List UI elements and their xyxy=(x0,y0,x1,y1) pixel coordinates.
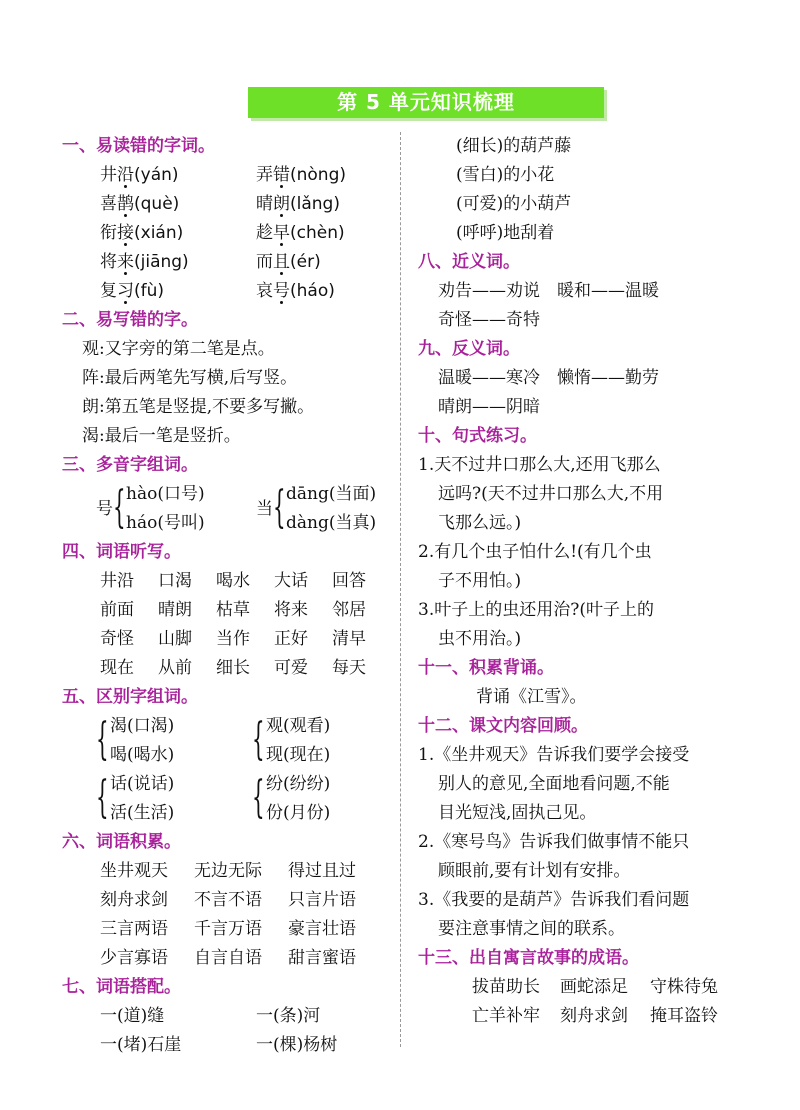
section-heading: 五、区别字组词。 xyxy=(62,687,198,707)
text-line: 子不用怕。) xyxy=(438,571,522,591)
idiom: 守株待兔 xyxy=(650,977,718,997)
word-char: 将 xyxy=(100,252,117,272)
text-line: (细长)的葫芦藤 xyxy=(456,136,572,156)
distinguish-block xyxy=(62,712,392,770)
word-char: 井 xyxy=(100,165,117,185)
dictation-word: 邻居 xyxy=(332,600,366,620)
word-char: 喜 xyxy=(100,194,117,214)
dotted-char: 早 xyxy=(273,223,290,243)
text-line: 目光短浅,固执己见。 xyxy=(438,803,597,823)
text-line: 观:又字旁的第二笔是点。 xyxy=(82,339,275,359)
dictation-word: 枯草 xyxy=(216,600,250,620)
idiom: 只言片语 xyxy=(288,890,356,910)
text-line: 晴朗——阴暗 xyxy=(438,397,540,417)
section-heading: 三、多音字组词。 xyxy=(62,455,198,475)
dotted-char: 且 xyxy=(273,252,290,272)
word-char: 晴 xyxy=(256,194,273,214)
pinyin: (què) xyxy=(134,194,180,214)
idiom-row xyxy=(418,1002,758,1031)
dictation-word: 回答 xyxy=(332,571,366,591)
idiom: 掩耳盗铃 xyxy=(650,1006,718,1026)
dotted-char: 朗 xyxy=(273,194,290,214)
dictation-word: 晴朗 xyxy=(158,600,192,620)
reading-entry xyxy=(256,161,346,190)
dictation-word: 细长 xyxy=(216,658,250,678)
dotted-char: 习 xyxy=(117,281,134,301)
idiom: 画蛇添足 xyxy=(560,977,628,997)
word-char: 哀 xyxy=(256,281,273,301)
section-heading: 六、词语积累。 xyxy=(62,832,181,852)
pinyin: (háo) xyxy=(290,281,335,301)
word-char: 复 xyxy=(100,281,117,301)
brace: { xyxy=(252,772,265,823)
polyphone-char: 当 xyxy=(256,499,273,519)
section-heading: 八、近义词。 xyxy=(418,252,520,272)
reading-row xyxy=(62,248,392,277)
text-line: 朗:第五笔是竖提,不要多写撇。 xyxy=(82,397,315,417)
reading-entry xyxy=(100,248,189,277)
reading-entry xyxy=(256,219,345,248)
text-line: 别人的意见,全面地看问题,不能 xyxy=(438,774,670,794)
idiom: 豪言壮语 xyxy=(288,919,356,939)
text-line: 奇怪——奇特 xyxy=(438,310,540,330)
brace: { xyxy=(113,482,126,533)
distinguish-word: 份(月份) xyxy=(266,803,331,823)
dictation-word: 山脚 xyxy=(158,629,192,649)
reading-entry xyxy=(256,277,335,306)
word-char: 弄 xyxy=(256,165,273,185)
dotted-char: 鹊 xyxy=(117,194,134,214)
text-line: 顾眼前,要有计划有安排。 xyxy=(438,861,631,881)
text-line: 虫不用治。) xyxy=(438,629,522,649)
idiom-row xyxy=(62,886,392,915)
pinyin: (fù) xyxy=(134,281,165,301)
text-line: 要注意事情之间的联系。 xyxy=(438,919,625,939)
pinyin: (ér) xyxy=(290,252,321,272)
idiom: 拔苗助长 xyxy=(472,977,540,997)
dotted-char: 接 xyxy=(117,223,134,243)
dictation-row xyxy=(62,625,392,654)
section-heading: 一、易读错的字词。 xyxy=(62,136,215,156)
dotted-char: 错 xyxy=(273,165,290,185)
dotted-char: 沿 xyxy=(117,165,134,185)
text-line: 远吗?(天不过井口那么大,不用 xyxy=(438,484,664,504)
text-line: 温暖——寒冷 懒惰——勤劳 xyxy=(438,368,659,388)
dictation-word: 井沿 xyxy=(100,571,134,591)
reading-entry xyxy=(256,190,340,219)
dotted-char: 来 xyxy=(117,252,134,272)
text-line: (雪白)的小花 xyxy=(456,165,555,185)
text-line: 背诵《江雪》。 xyxy=(476,687,587,707)
distinguish-word: 渴(口渴) xyxy=(110,716,175,736)
dictation-word: 口渴 xyxy=(158,571,192,591)
section-heading: 十二、课文内容回顾。 xyxy=(418,716,588,736)
idiom: 甜言蜜语 xyxy=(288,948,356,968)
polyphone-block xyxy=(62,480,392,538)
text-line: 渴:最后一笔是竖折。 xyxy=(82,426,241,446)
dictation-word: 每天 xyxy=(332,658,366,678)
idiom: 刻舟求剑 xyxy=(100,890,168,910)
collocation: 一(棵)杨树 xyxy=(256,1035,338,1055)
text-line: 阵:最后两笔先写横,后写竖。 xyxy=(82,368,298,388)
collocation-row xyxy=(62,1002,392,1031)
text-line: 3.叶子上的虫还用治?(叶子上的 xyxy=(418,600,654,620)
reading-entry xyxy=(100,277,164,306)
right-column xyxy=(418,132,758,1031)
section-heading: 七、词语搭配。 xyxy=(62,977,181,997)
page-title: 第 5 单元知识梳理 xyxy=(337,90,515,114)
idiom: 无边无际 xyxy=(194,861,262,881)
dictation-word: 现在 xyxy=(100,658,134,678)
idiom-row xyxy=(62,944,392,973)
distinguish-word: 现(现在) xyxy=(266,745,331,765)
collocation: 一(堵)石崖 xyxy=(100,1035,182,1055)
section-heading: 九、反义词。 xyxy=(418,339,520,359)
reading-entry xyxy=(100,219,183,248)
word-char: 衔 xyxy=(100,223,117,243)
word-char: 趁 xyxy=(256,223,273,243)
distinguish-block xyxy=(62,770,392,828)
distinguish-word: 观(观看) xyxy=(266,716,331,736)
idiom: 坐井观天 xyxy=(100,861,168,881)
dictation-word: 清早 xyxy=(332,629,366,649)
text-line: 3.《我要的是葫芦》告诉我们看问题 xyxy=(418,890,690,910)
column-divider xyxy=(400,132,401,1047)
idiom: 千言万语 xyxy=(194,919,262,939)
polyphone-reading: hào(口号) xyxy=(126,484,205,504)
distinguish-word: 活(生活) xyxy=(110,803,175,823)
word-char: 而 xyxy=(256,252,273,272)
section-heading: 十、句式练习。 xyxy=(418,426,537,446)
text-line: 1.《坐井观天》告诉我们要学会接受 xyxy=(418,745,690,765)
text-line: 1.天不过井口那么大,还用飞那么 xyxy=(418,455,661,475)
dictation-word: 前面 xyxy=(100,600,134,620)
brace: { xyxy=(252,714,265,765)
idiom: 自言自语 xyxy=(194,948,262,968)
reading-entry xyxy=(100,190,179,219)
text-line: 2.有几个虫子怕什么!(有几个虫 xyxy=(418,542,652,562)
distinguish-word: 喝(喝水) xyxy=(110,745,175,765)
distinguish-word: 纷(纷纷) xyxy=(266,774,331,794)
polyphone-reading: dàng(当真) xyxy=(286,513,377,533)
idiom-row xyxy=(418,973,758,1002)
pinyin: (chèn) xyxy=(290,223,345,243)
section-heading: 二、易写错的字。 xyxy=(62,310,198,330)
dictation-word: 喝水 xyxy=(216,571,250,591)
reading-row xyxy=(62,161,392,190)
idiom: 少言寡语 xyxy=(100,948,168,968)
dictation-row xyxy=(62,567,392,596)
reading-entry xyxy=(256,248,321,277)
pinyin: (nòng) xyxy=(290,165,347,185)
left-column xyxy=(62,132,392,1060)
polyphone-char: 号 xyxy=(96,499,113,519)
text-line: 飞那么远。) xyxy=(438,513,522,533)
reading-row xyxy=(62,190,392,219)
dictation-word: 将来 xyxy=(274,600,308,620)
section-heading: 十一、积累背诵。 xyxy=(418,658,554,678)
dotted-char: 号 xyxy=(273,281,290,301)
idiom-row xyxy=(62,915,392,944)
pinyin: (yán) xyxy=(134,165,179,185)
idiom: 亡羊补牢 xyxy=(472,1006,540,1026)
distinguish-word: 话(说话) xyxy=(110,774,175,794)
title-banner xyxy=(248,87,604,118)
dictation-row xyxy=(62,596,392,625)
pinyin: (lǎng) xyxy=(290,194,340,214)
reading-row xyxy=(62,277,392,306)
pinyin: (xián) xyxy=(134,223,184,243)
collocation: 一(条)河 xyxy=(256,1006,321,1026)
dictation-word: 正好 xyxy=(274,629,308,649)
dictation-word: 奇怪 xyxy=(100,629,134,649)
brace: { xyxy=(273,482,286,533)
polyphone-reading: háo(号叫) xyxy=(126,513,205,533)
section-heading: 十三、出自寓言故事的成语。 xyxy=(418,948,639,968)
idiom: 不言不语 xyxy=(194,890,262,910)
pinyin: (jiāng) xyxy=(134,252,189,272)
dictation-row xyxy=(62,654,392,683)
text-line: 劝告——劝说 暖和——温暖 xyxy=(438,281,659,301)
text-line: 2.《寒号鸟》告诉我们做事情不能只 xyxy=(418,832,690,852)
idiom: 刻舟求剑 xyxy=(560,1006,628,1026)
brace: { xyxy=(96,714,109,765)
section-heading: 四、词语听写。 xyxy=(62,542,181,562)
idiom: 得过且过 xyxy=(288,861,356,881)
polyphone-reading: dāng(当面) xyxy=(286,484,377,504)
reading-entry xyxy=(100,161,179,190)
idiom-row xyxy=(62,857,392,886)
idiom: 三言两语 xyxy=(100,919,168,939)
dictation-word: 当作 xyxy=(216,629,250,649)
text-line: (可爱)的小葫芦 xyxy=(456,194,572,214)
dictation-word: 从前 xyxy=(158,658,192,678)
text-line: (呼呼)地刮着 xyxy=(456,223,555,243)
collocation: 一(道)缝 xyxy=(100,1006,165,1026)
dictation-word: 可爱 xyxy=(274,658,308,678)
dictation-word: 大话 xyxy=(274,571,308,591)
reading-row xyxy=(62,219,392,248)
brace: { xyxy=(96,772,109,823)
collocation-row xyxy=(62,1031,392,1060)
